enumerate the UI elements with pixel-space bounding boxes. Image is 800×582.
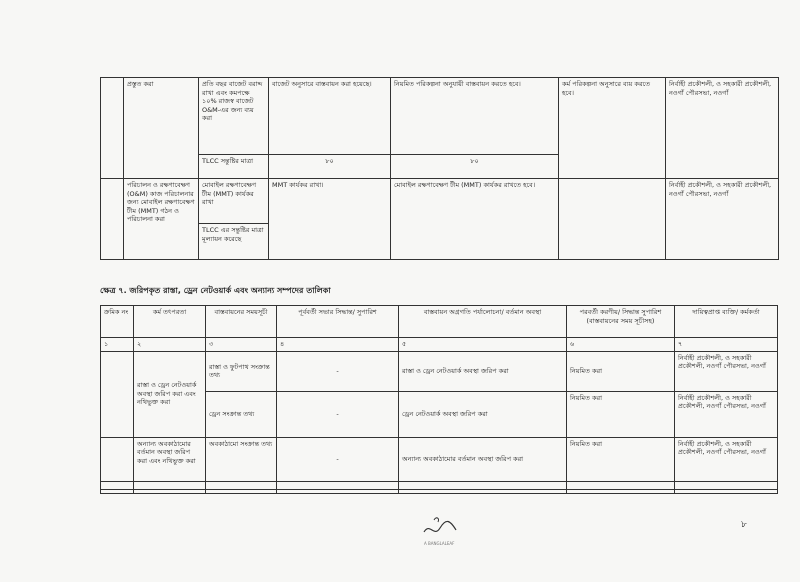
blank-cell [101, 78, 124, 179]
col-number: ১ [101, 338, 134, 352]
next-action-cell [559, 179, 666, 260]
prev-decision-cell: - [277, 437, 399, 481]
blank-cell [567, 481, 675, 493]
responsible-cell: নির্বাহী প্রকৌশলী, ও সহকারী প্রকৌশলী, নওগাঁ পৌরসভা, নওগাঁ [666, 179, 779, 260]
value-cell: ৮০ [391, 155, 559, 179]
col-number: ৫ [399, 338, 567, 352]
activity-cell: প্রস্তুত করা [124, 78, 199, 179]
schedule-cell: ড্রেন সংক্রান্ত তথ্য [206, 391, 277, 437]
page-divider [100, 489, 777, 490]
activity-cell: অন্যান্য অবকাঠামোর বর্তমান অবস্থা জরিপ করা এবং নথিভুক্ত করা [134, 437, 206, 481]
header-activity: কর্ম তৎপরতা [134, 306, 206, 338]
next-action-cell: নিয়মিত করা [567, 351, 675, 391]
blank-cell [101, 351, 134, 437]
next-action-cell: কর্ম পরিকল্পনা অনুসারে ব্যয় করতে হবে। [559, 78, 666, 179]
signature-mark [420, 510, 460, 540]
prev-decision-cell: MMT কার্যকর রাখা। [269, 179, 391, 260]
prev-decision-cell: - [277, 391, 399, 437]
responsible-cell: নির্বাহী প্রকৌশলী, ও সহকারী প্রকৌশলী, নওগাঁ পৌরসভা, নওগাঁ [675, 351, 778, 391]
progress-cell: রাস্তা ও ড্রেন নেটওয়ার্ক অবস্থা জরিপ করা [399, 351, 567, 391]
next-action-cell: নিয়মিত করা [567, 437, 675, 481]
blank-cell [206, 481, 277, 493]
next-action-cell: নিয়মিত করা [567, 391, 675, 437]
responsible-cell: নির্বাহী প্রকৌশলী, ও সহকারী প্রকৌশলী, নওগাঁ পৌরসভা, নওগাঁ [675, 437, 778, 481]
activity-cell: রাস্তা ও ড্রেন নেটওয়ার্ক অবস্থা জরিপ করা এবং নথিভুক্ত করা [134, 351, 206, 437]
header-serial: ক্রমিক নং [101, 306, 134, 338]
indicator-cell: TLCC এর সন্তুষ্টির মাত্রা মূল্যায়ন করেছে [199, 224, 269, 260]
indicator-cell: প্রতি বছর বাজেট বরাদ্দ রাখা এবং কমপক্ষে ১০% রাজস্ব বাজেট O&M-এর জন্য ব্যয় করা [199, 78, 269, 155]
header-responsible: দায়িত্বপ্রাপ্ত ব্যক্তি/ কর্মকর্তা [675, 306, 778, 338]
col-number: ২ [134, 338, 206, 352]
progress-cell: নিয়মিত পরিকল্পনা অনুযায়ী বাস্তবায়ন করতে হবে। [391, 78, 559, 155]
col-number: ৬ [567, 338, 675, 352]
col-number: ৭ [675, 338, 778, 352]
signature-caption: A BANGLALEAF [424, 541, 455, 546]
responsible-cell: নির্বাহী প্রকৌশলী, ও সহকারী প্রকৌশলী, নওগাঁ পৌরসভা, নওগাঁ [666, 78, 779, 179]
top-table [100, 77, 779, 260]
schedule-cell: অবকাঠামো সংক্রান্ত তথ্য [206, 437, 277, 481]
header-prev-decision: পূর্ববর্তী সভার সিদ্ধান্ত/ সুপারিশ [277, 306, 399, 338]
col-number: ৩ [206, 338, 277, 352]
blank-cell [399, 481, 567, 493]
progress-cell: মোবাইল রক্ষণাবেক্ষণ টীম (MMT) কার্যকর রাখতে হবে। [391, 179, 559, 260]
col-number: ৪ [277, 338, 399, 352]
blank-cell [101, 179, 124, 260]
blank-cell [134, 481, 206, 493]
progress-cell: ড্রেন নেটওয়ার্ক অবস্থা জরিপ করা [399, 391, 567, 437]
blank-cell [675, 481, 778, 493]
page-number: ৮ [741, 520, 747, 530]
prev-decision-cell: - [277, 351, 399, 391]
activity-cell: পরিচালন ও রক্ষণাবেক্ষণ (O&M) কাজ পরিচালনার জন্য মোবাইল রক্ষণাবেক্ষণ টীম (MMT) গঠন ও পরিচালনা করা [124, 179, 199, 260]
progress-cell: অন্যান্য অবকাঠামোর বর্তমান অবস্থা জরিপ করা [399, 437, 567, 481]
blank-cell [101, 437, 134, 481]
header-schedule: বাস্তবায়নের সময়সূচী [206, 306, 277, 338]
blank-cell [101, 481, 134, 493]
header-progress: বাস্তবায়ন অগ্রগতি পর্যালোচনা/ বর্তমান অবস্থা [399, 306, 567, 338]
indicator-cell: মোবাইল রক্ষণাবেক্ষণ টীম (MMT) কার্যকর রাখা [199, 179, 269, 224]
survey-table [100, 305, 778, 494]
indicator-cell: TLCC সন্তুষ্টির মাত্রা [199, 155, 269, 179]
header-next-action: পরবর্তী করণীয়/ সিদ্ধান্ত সুপারিশ (বাস্তবায়নের সময় সূচীসহ) [567, 306, 675, 338]
section-title: ক্ষেত্র ৭. জরিপকৃত রাস্তা, ড্রেন নেটওয়ার্ক এবং অন্যান্য সম্পদের তালিকা [100, 286, 331, 295]
schedule-cell: রাস্তা ও ফুটপাথ সংক্রান্ত তথ্য [206, 351, 277, 391]
prev-decision-cell: বাজেট অনুসারে বাস্তবায়ন করা হয়েছে। [269, 78, 391, 155]
blank-cell [277, 481, 399, 493]
value-cell: ৮০ [269, 155, 391, 179]
responsible-cell: নির্বাহী প্রকৌশলী, ও সহকারী প্রকৌশলী, নওগাঁ পৌরসভা, নওগাঁ [675, 391, 778, 437]
